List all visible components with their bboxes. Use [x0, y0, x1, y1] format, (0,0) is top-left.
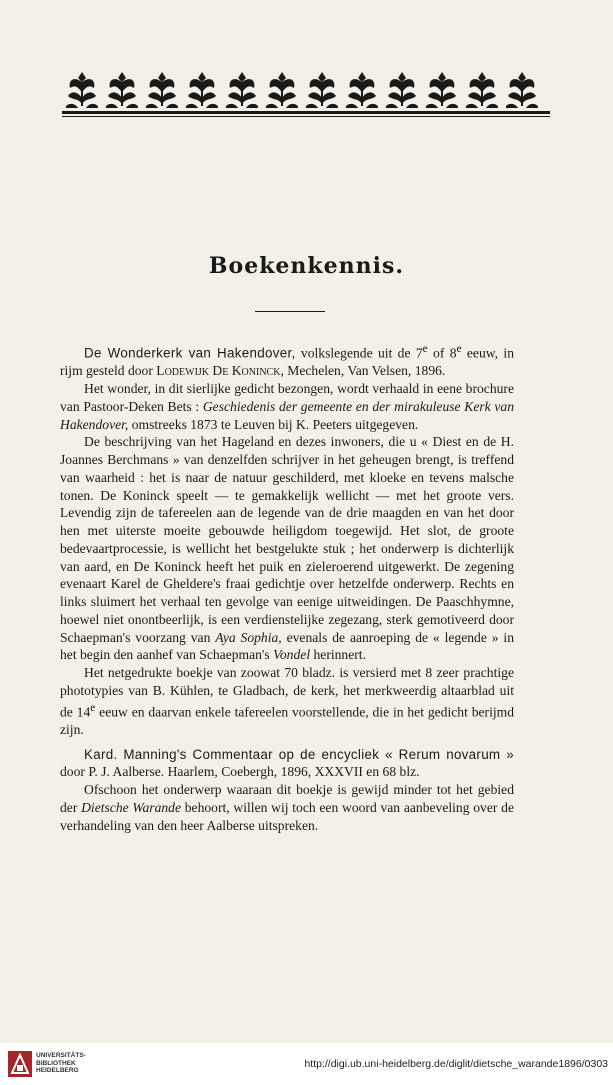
entry-2-intro: Kard. Manning's Commentaar op de encycliek « Rerum novarum » door P. J. Aalberse. Haarlem, Coebergh, 1896, XXXVII en 68 blz. — [60, 746, 514, 780]
library-name: UNIVERSITÄTS- BIBLIOTHEK HEIDELBERG — [36, 1052, 86, 1074]
page-title: Boekenkennis. — [208, 253, 405, 279]
entry-1-paragraph: Het wonder, in dit sierlijke gedicht bezongen, wordt verhaald in eene brochure van Pastoor-Deken Bets : Geschiedenis der gemeente en der mirakuleuse Kerk van Hakendover, omstreeks 1873 te Leuven bij K. Peeters uitgegeven. — [60, 381, 515, 432]
entry-1-intro: De Wonderkerk van Hakendover, volkslegende uit de 7e of 8e eeuw, in rijm gesteld door Lodewijk De Koninck, Mechelen, Van Velsen, 1896. — [60, 343, 514, 379]
title-rule — [255, 311, 325, 312]
source-url-link[interactable]: http://digi.ub.uni-heidelberg.de/diglit/dietsche_warande1896/0303 — [304, 1058, 608, 1070]
header-ornament — [62, 66, 550, 118]
entry-1-paragraph: Het netgedrukte boekje van zoowat 70 bladz. is versierd met 8 zeer prachtige phototypies van B. Kühlen, te Gladbach, de kerk, het merkweerdig altaarblad uit de 14e eeuw en daarvan enkele tafereelen voorstellende, die in het gedicht berijmd zijn. — [60, 665, 514, 737]
footer-bar — [0, 1043, 613, 1085]
entry-1-heading: De Wonderkerk van Hakendover, — [84, 345, 296, 361]
entry-1-paragraph: De beschrijving van het Hageland en dezes inwoners, die u « Diest en de H. Joannes Berchmans » van denzelfden schrijver in het geheugen brengt, is treffend van waarheid : het is naar de natuur geschilderd, met kloeke en tevens malsche tonen. De Koninck speelt — te gemakkelijk wellicht — met het groote vers. Levendig zijn de tafereelen aan de legende van de drie maagden en van het door hen met uiterste moeite gebouwde heiligdom toegewijd. Het slot, de groote bedevaartprocessie, is wellicht het bestgelukte stuk ; het onderwerp is dichterlijk van aard, en De Koninck heeft het puik en zieleroerend uitgewerkt. De zegening evenaart Karel de Gheldere's fraai gedichtje over hetzelfde onderwerp. Rechts en links sluimert het verhaal ten gevolge van eenige uitweidingen. De Paaschhymne, hoewel niet onontbeerlijk, is een verdienstelijke zegezang, sterk gemotiveerd door Schaepman's voorzang van Aya Sophia, evenals de aanroeping de « legende » in het begin den aanhef van Schaepman's Vondel herinnert. — [60, 434, 515, 663]
entry-1-author: Lodewijk De Koninck, — [156, 363, 284, 379]
entry-2-heading: Kard. Manning's Commentaar op de encycliek « Rerum novarum » — [84, 746, 514, 762]
article-body — [60, 341, 514, 834]
entry-2-paragraph: Ofschoon het onderwerp waaraan dit boekje is gewijd minder tot het gebied der Dietsche Warande behoort, willen wij toch een woord van aanbeveling over de verhandeling van den heer Aalberse uitspreken. — [60, 782, 514, 833]
library-logo-icon — [8, 1051, 32, 1077]
